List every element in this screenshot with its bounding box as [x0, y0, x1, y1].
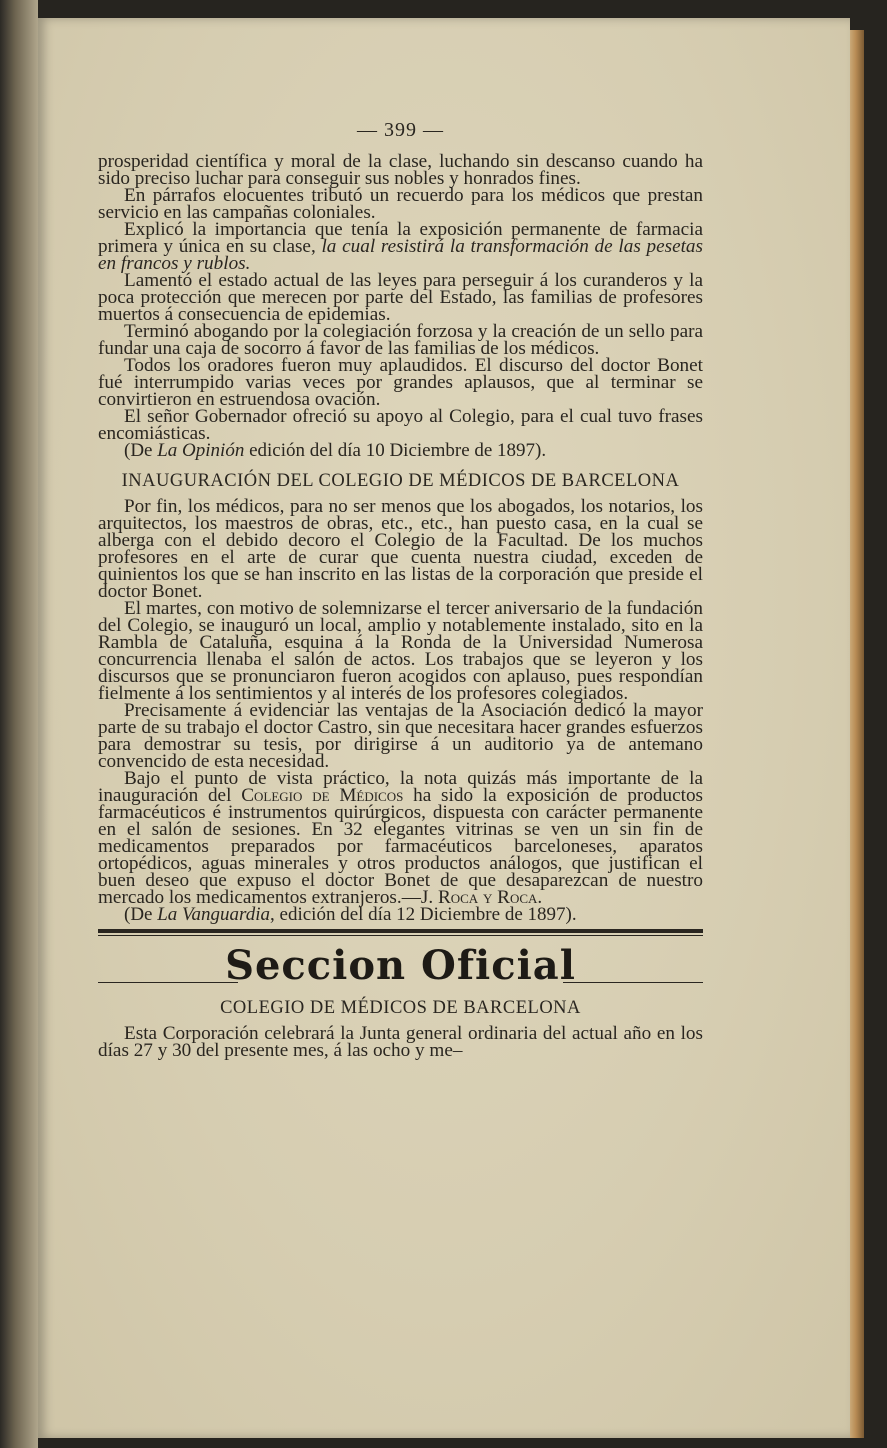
- paragraph: El martes, con motivo de solemnizarse el tercer aniversario de la fundación del Colegio, se inauguró un local, amplio y notablemente instalado, sito en la Rambla de Cataluña, esquina á la Ronda de la Universidad Numerosa concurrencia llenaba el salón de actos. Los trabajos que se leyeron y los discursos que se pronunciaron fueron acogidos con aplauso, pues respondían fielmente á los sentimientos y al interés de los profesores colegiados.: [98, 598, 703, 704]
- smallcaps-name: Colegio de Médicos: [241, 785, 404, 806]
- section-title-row: [98, 936, 703, 996]
- author-signature: J. Roca y Roca.: [420, 887, 543, 908]
- page-number: — 399 —: [357, 119, 444, 141]
- section-divider-thick: [98, 929, 703, 933]
- paragraph-smallcaps: [98, 770, 703, 906]
- paragraph: Terminó abogando por la colegiación forzosa y la creación de un sello para fundar una caja de socorro á favor de las familias de los médicos.: [98, 321, 703, 359]
- paragraph: Por fin, los médicos, para no ser menos que los abogados, los notarios, los arquitectos, los maestros de obras, etc., etc., han puesto casa, en la cual se alberga con el debido decoro el Colegio de la Facultad. De los muchos profesores en el arte de curar que cuenta nuestra ciudad, exceden de quinientos los que se han inscrito en las listas de la corporación que preside el doctor Bonet.: [98, 496, 703, 602]
- article-heading: COLEGIO DE MÉDICOS DE BARCELONA: [220, 998, 581, 1018]
- paragraph-italic: [98, 221, 703, 272]
- paragraph: Precisamente á evidenciar las ventajas de la Asociación dedicó la mayor parte de su trabajo el doctor Castro, sin que necesitara hacer grandes esfuerzos para demostrar su tesis, por dirigirse á un auditorio ya de antemano convencido de esta necesidad.: [98, 700, 703, 772]
- paragraph: Esta Corporación celebrará la Junta general ordinaria del actual año en los días 27 y 30 del presente mes, á las ocho y me–: [98, 1023, 703, 1061]
- citation: [98, 442, 703, 459]
- citation: [98, 906, 703, 923]
- paragraph-text: Explicó la importancia que tenía la exposición permanente de farmacia primera y única en su clase,: [98, 219, 703, 257]
- paragraph: Todos los oradores fueron muy aplaudidos. El discurso del doctor Bonet fué interrumpido varias veces por grandes aplausos, que al terminar se convirtieron en estruendosa ovación.: [98, 355, 703, 410]
- citation-source: La Opinión: [157, 440, 245, 461]
- paragraph: El señor Gobernador ofreció su apoyo al Colegio, para el cual tuvo frases encomiásticas.: [98, 406, 703, 444]
- paragraph-text: ha sido la exposición de productos farmacéuticos é instrumentos quirúrgicos, dispuesta con carácter permanente en el salón de sesiones. En 32 elegantes vitrinas se ven un sin fin de medicamentos preparados por farmacéuticos barceloneses, aparatos ortopédicos, aguas minerales y otros productos análogos, que justifican el buen deseo que expuso el doctor Bonet de que desaparezcan de nuestro mercado los medicamentos extranjeros.—: [98, 785, 704, 908]
- adjacent-page-edge: [0, 0, 38, 1448]
- page-stack-edge: [850, 30, 864, 1438]
- paragraph: Lamentó el estado actual de las leyes para perseguir á los curanderos y la poca protección que merecen por parte del Estado, las familias de profesores muertos á consecuencia de epidemias.: [98, 270, 703, 325]
- paragraph-text: Bajo el punto de vista práctico, la nota quizás más importante de la inauguración del: [98, 768, 703, 806]
- paragraph: En párrafos elocuentes tributó un recuerdo para los médicos que prestan servicio en las campañas coloniales.: [98, 185, 703, 223]
- section-title: Seccion Oficial: [225, 942, 576, 989]
- paragraph: prosperidad científica y moral de la clase, luchando sin descanso cuando ha sido preciso luchar para conseguir sus nobles y honrados fines.: [98, 151, 703, 189]
- italic-quote: la cual resistirá la transformación de las pesetas en francos y rublos.: [98, 236, 703, 274]
- citation-prefix: (De: [124, 904, 158, 925]
- article-heading: INAUGURACIÓN DEL COLEGIO DE MÉDICOS DE BARCELONA: [121, 471, 680, 491]
- citation-source: La Vanguardia: [157, 904, 271, 925]
- citation-prefix: (De: [124, 440, 158, 461]
- page-text: [98, 119, 704, 1061]
- citation-suffix: , edición del día 12 Diciembre de 1897).: [270, 904, 577, 925]
- citation-suffix: edición del día 10 Diciembre de 1897).: [244, 440, 547, 461]
